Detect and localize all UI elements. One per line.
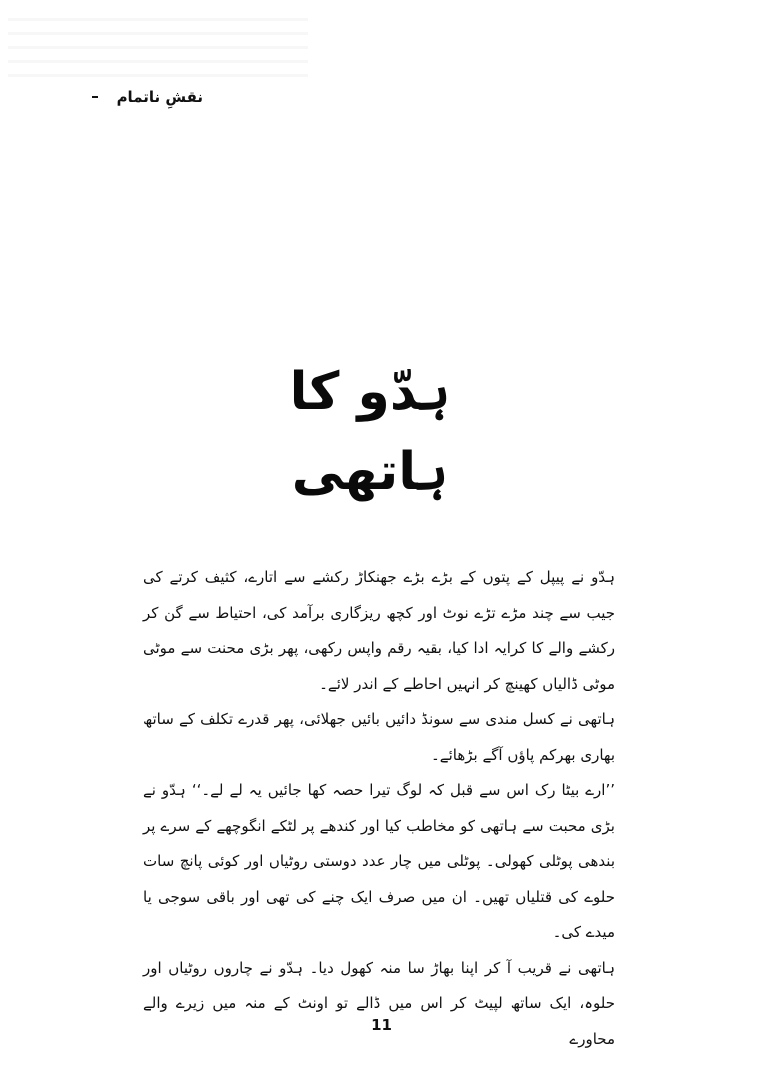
body-text <box>143 560 615 1057</box>
paragraph: ’’ارے بیٹا رک اس سے قبل کہ لوگ تیرا حصہ کھا جائیں یہ لے لے۔‘‘ ہدّو نے بڑی محبت سے ہاتھی کو مخاطب کیا اور کندھے پر لٹکے انگوچھے کے سرے پر بندھی پوٹلی کھولی۔ پوٹلی میں چار عدد دوستی روٹیاں اور کوئی پانچ سات حلوے کی قتلیاں تھیں۔ ان میں صرف ایک چنے کی تھی اور باقی سوجی یا میدے کی۔ <box>143 781 615 941</box>
scan-artifact <box>8 18 308 78</box>
paragraph: ہاتھی نے کسل مندی سے سونڈ دائیں بائیں جھلائی، پھر قدرے تکلف کے ساتھ بھاری بھرکم پاؤں آگے بڑھائے۔ <box>143 710 615 764</box>
running-head: نقشِ ناتمام <box>116 88 203 106</box>
chapter-title: ہدّو کا ہاتھی <box>289 362 451 502</box>
paragraph: ہدّو نے پیپل کے پتوں کے بڑے بڑے جھنکاڑ رکشے سے اتارے، کثیف کرتے کی جیب سے چند مڑے تڑے نوٹ اور کچھ ریزگاری برآمد کی، احتیاط سے گن کر رکشے والے کا کرایہ ادا کیا، بقیہ رقم واپس رکھی، پھر بڑی محنت سے موٹی موٹی ڈالیاں کھینچ کر انہیں احاطے کے اندر لائے۔ <box>143 568 615 693</box>
running-head-dash <box>92 96 98 98</box>
paragraph: ہاتھی نے قریب آ کر اپنا بھاڑ سا منہ کھول دیا۔ ہدّو نے چاروں روٹیاں اور حلوہ، ایک ساتھ لپیٹ کر اس میں ڈالے تو اونٹ کے منہ میں زیرے والے محاورے <box>143 958 615 1048</box>
page-number: 11 <box>371 1016 392 1034</box>
